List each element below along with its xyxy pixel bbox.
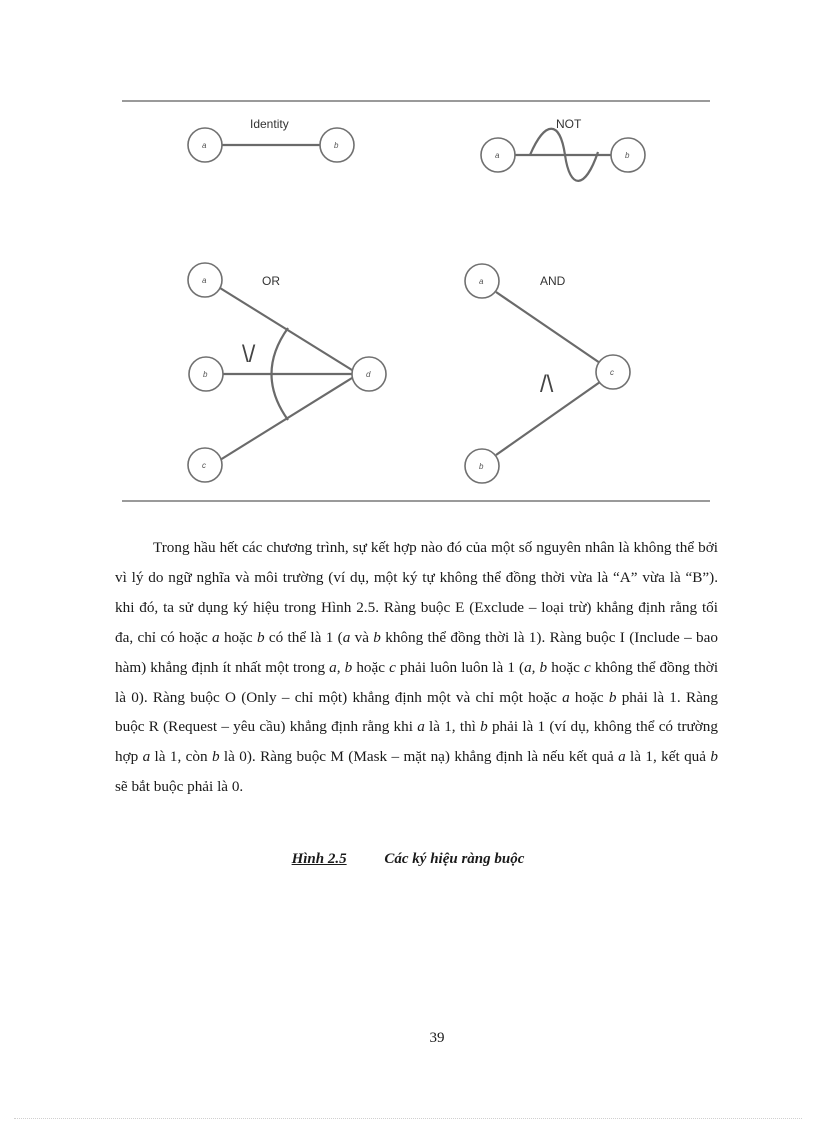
constraint-figure	[0, 0, 816, 520]
and-symbol: /\	[540, 371, 554, 398]
or-node-a-label: a	[202, 276, 207, 285]
paragraph-run: sẽ bắt buộc phải là 0.	[115, 778, 244, 796]
paragraph-variable: b	[608, 688, 617, 706]
paragraph-variable: b	[256, 628, 265, 646]
and-node-a-label: a	[479, 277, 484, 286]
body-paragraph	[115, 533, 718, 802]
and-title: AND	[540, 274, 566, 288]
paragraph-variable: a, b	[524, 658, 548, 676]
or-node-d-label: d	[366, 370, 371, 379]
paragraph-run: là 1, thì	[424, 718, 481, 736]
caption-title: Các ký hiệu ràng buộc	[384, 851, 525, 867]
paragraph-run: hoặc	[219, 628, 257, 646]
or-symbol: \/	[242, 341, 256, 368]
paragraph-variable: a	[417, 718, 425, 736]
paragraph-variable: b	[480, 718, 488, 736]
page-bottom-border	[14, 1118, 802, 1119]
paragraph-run: là 1, còn	[150, 748, 212, 766]
paragraph-variable: a	[618, 748, 626, 766]
paragraph-run: hoặc	[352, 658, 390, 676]
page-number: 39	[429, 1030, 445, 1046]
paragraph-run: là 0). Ràng buộc M (Mask – mặt nạ) khẳng định là nếu kết quả	[219, 748, 619, 766]
not-diagram	[481, 117, 645, 181]
paragraph-run: hoặc	[547, 658, 584, 676]
paragraph-run: Trong hầu hết các chương trình, sự kết hợp nào đó của một số nguyên nhân là không thể bởi vì lý do ngữ nghĩa và môi trường (ví dụ, một ký tự không thể đồng thời vừa là “A” vừa là “B”). khi đó, ta sử dụng ký hiệu trong Hình 2.5. Ràng buộc E (Exclude – loại trừ) khẳng định rằng tối đa, chỉ có hoặc	[115, 539, 718, 646]
paragraph-variable: c	[584, 658, 591, 676]
or-diagram	[188, 263, 386, 482]
and-node-b-label: b	[479, 462, 484, 471]
paragraph-variable: c	[389, 658, 396, 676]
paragraph-run: có thể là 1 (	[264, 628, 343, 646]
identity-node-a-label: a	[202, 141, 207, 150]
paragraph-variable: b	[710, 748, 718, 766]
or-node-c-label: c	[202, 461, 206, 470]
paragraph-run: phải là 1. Ràng buộc R (Request – yêu cầu) khẳng định rằng khi	[115, 688, 718, 736]
and-edge-a	[496, 292, 600, 363]
paragraph-variable: a	[342, 628, 351, 646]
or-title: OR	[262, 274, 280, 288]
paragraph-variable: a, b	[329, 658, 353, 676]
paragraph-run: hoặc	[569, 688, 609, 706]
not-node-b-label: b	[625, 151, 630, 160]
paragraph-run: phải là 1 (ví dụ, không thể có trường hợp	[115, 718, 718, 766]
paragraph-variable: b	[373, 628, 381, 646]
caption-number: Hình 2.5	[291, 851, 347, 867]
figure-caption	[0, 851, 816, 868]
and-node-c-label: c	[610, 368, 614, 377]
not-title: NOT	[556, 117, 582, 131]
paragraph-run: phải luôn luôn là 1 (	[395, 658, 525, 676]
paragraph-run: là 1, kết quả	[625, 748, 711, 766]
paragraph-run: và	[350, 628, 374, 646]
paragraph-variable: b	[211, 748, 220, 766]
not-node-a-label: a	[495, 151, 500, 160]
and-diagram	[465, 264, 630, 483]
paragraph-variable: a	[142, 748, 151, 766]
paragraph-run: không thể đồng thời là 0). Ràng buộc O (Only – chỉ một) khẳng định một và chỉ một hoặc	[115, 658, 719, 706]
paragraph-variable: a	[562, 688, 570, 706]
or-node-b-label: b	[203, 370, 208, 379]
identity-title: Identity	[250, 117, 289, 131]
identity-node-b-label: b	[334, 141, 339, 150]
identity-diagram	[188, 117, 354, 162]
paragraph-run: không thể đồng thời là 1). Ràng buộc I (Include – bao hàm) khẳng định ít nhất một trong	[115, 628, 718, 676]
paragraph-variable: a	[212, 628, 220, 646]
